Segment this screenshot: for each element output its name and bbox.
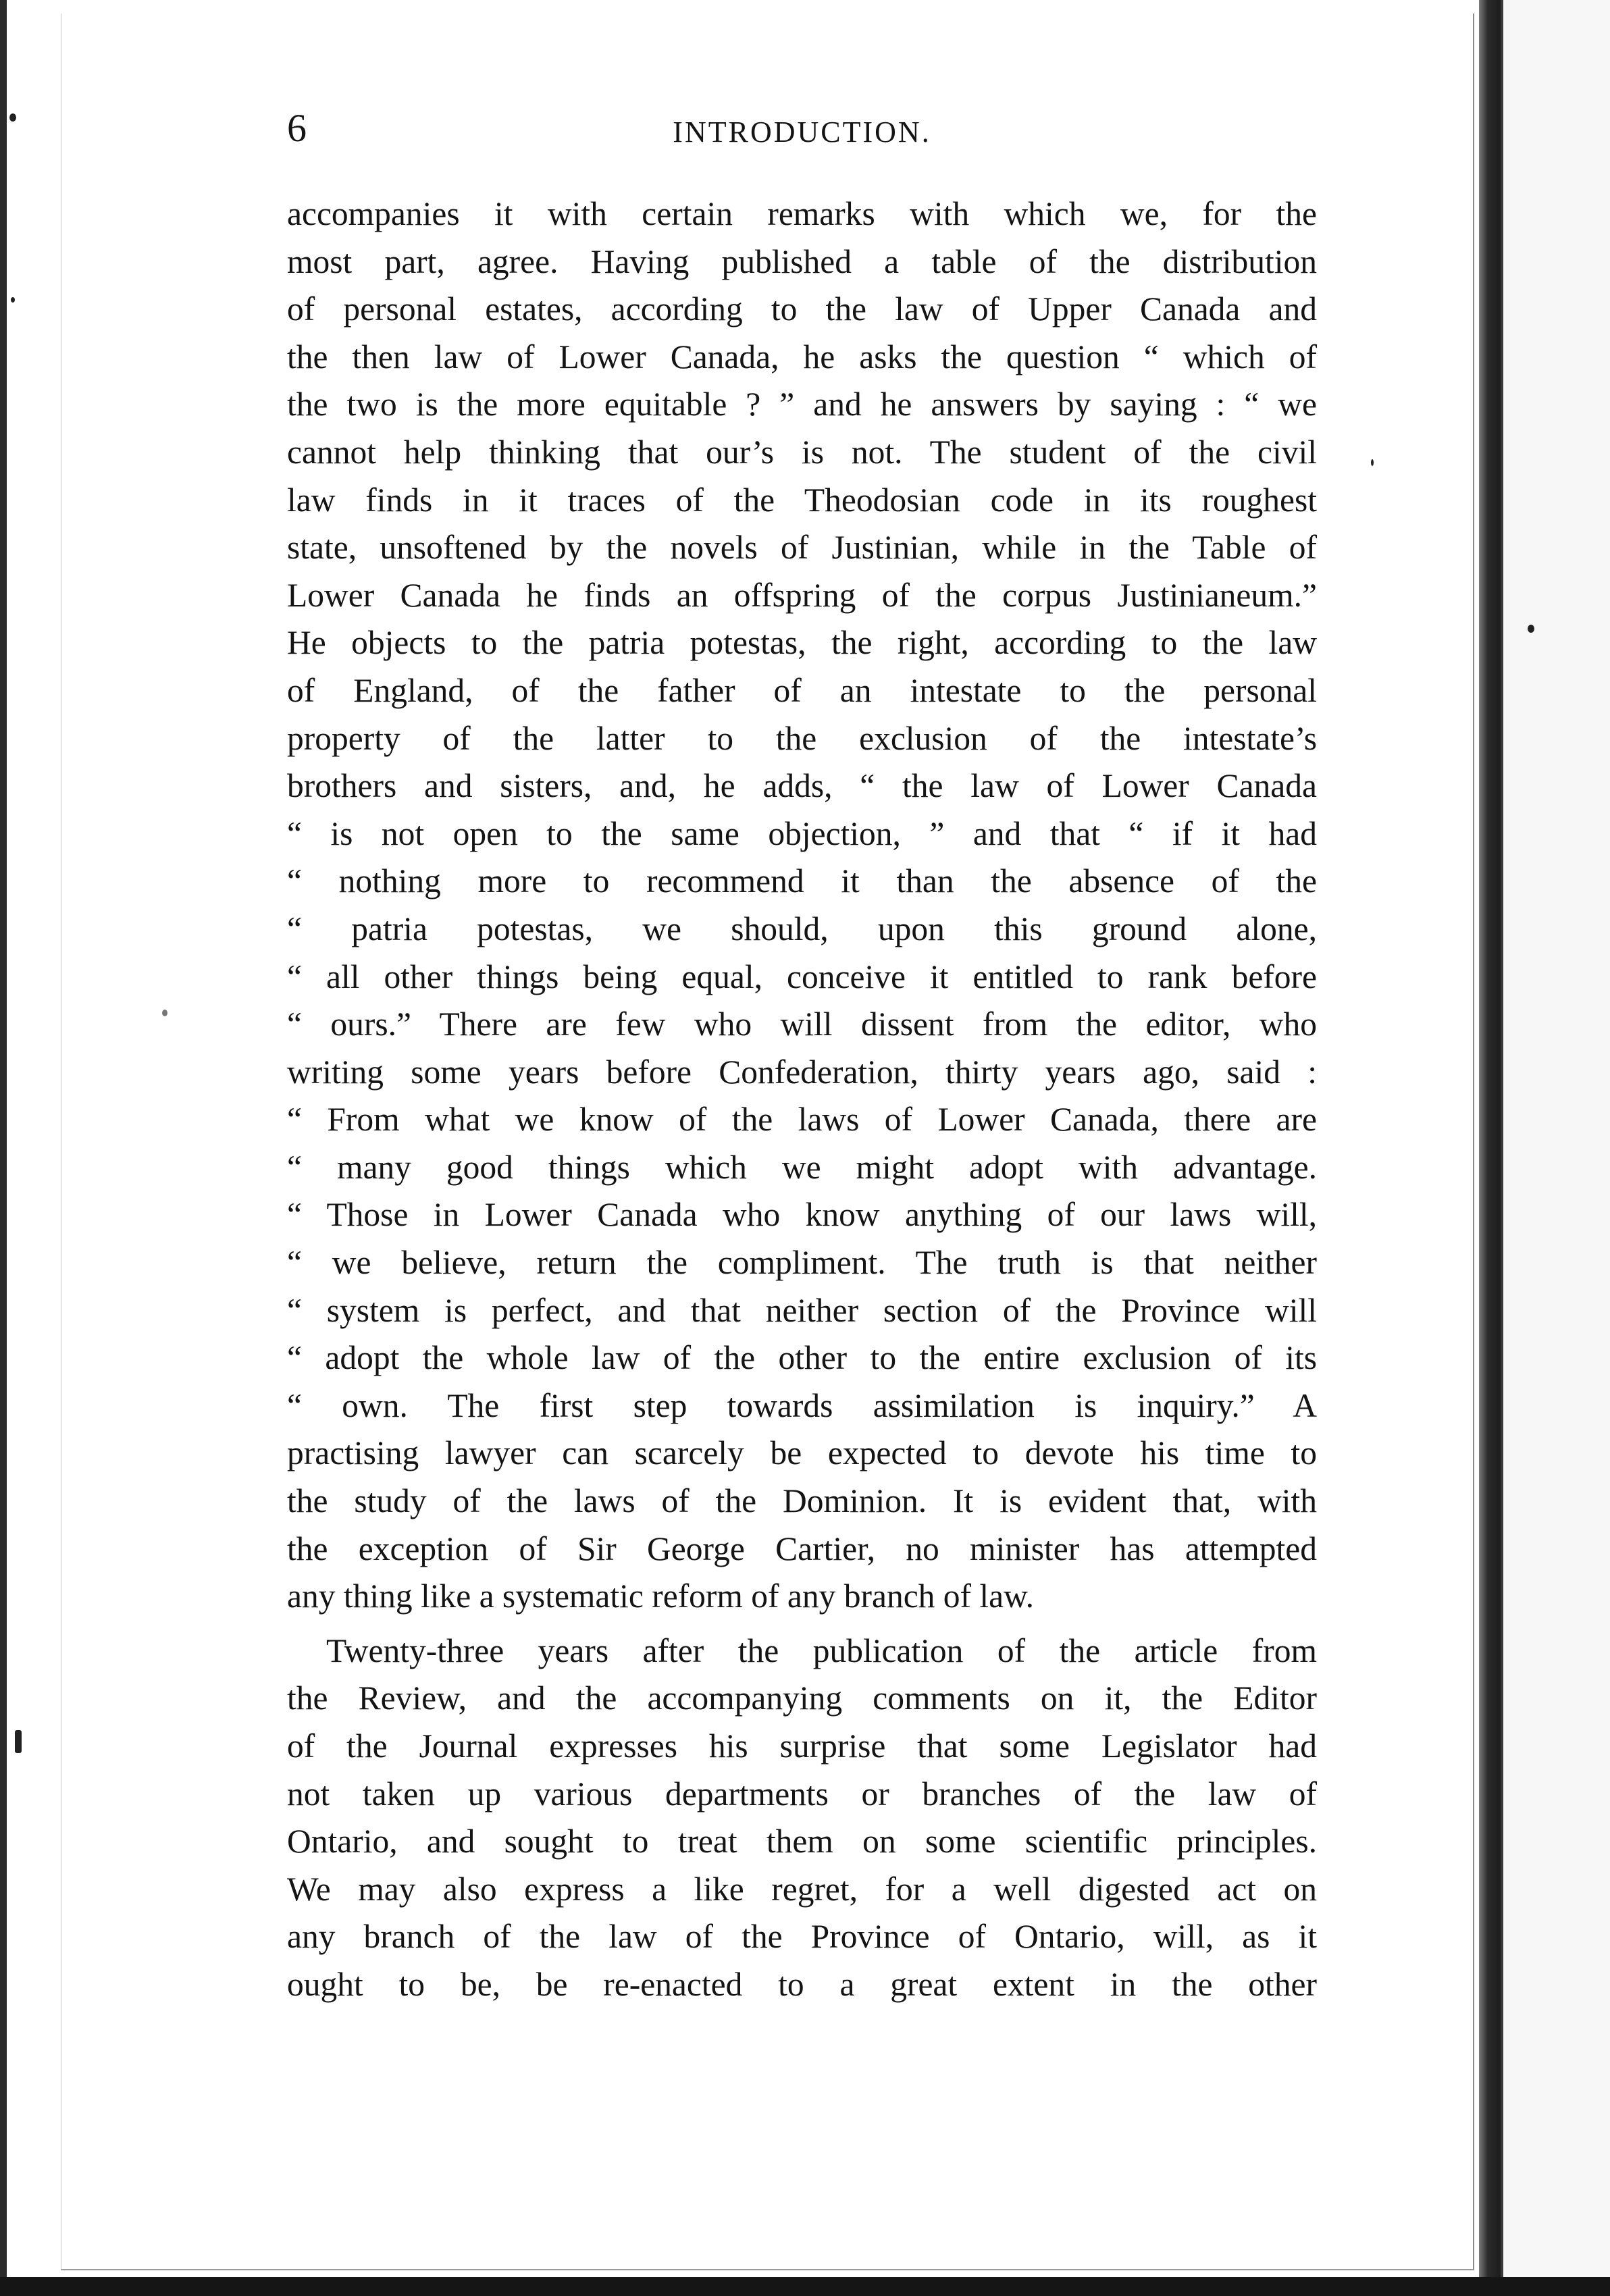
scan-speck <box>162 1010 167 1016</box>
scan-binding-shadow <box>1479 0 1501 2296</box>
text-line: the Review, and the accompanying comments on it, the Editor <box>287 1679 1317 1717</box>
text-line: law finds in it traces of the Theodosian code in its roughest <box>287 481 1317 519</box>
text-line: writing some years before Confederation, thirty years ago, said : <box>287 1053 1317 1091</box>
text-line: accompanies it with certain remarks with which we, for the <box>287 195 1317 232</box>
text-line: We may also express a like regret, for a well digested act on <box>287 1870 1317 1908</box>
text-line: any thing like a systematic reform of any branch of law. <box>287 1577 1035 1615</box>
text-line: cannot help thinking that our’s is not. The student of the civil <box>287 433 1317 471</box>
running-title: INTRODUCTION. <box>673 115 931 149</box>
text-line: “ ours.” There are few who will dissent from the editor, who <box>287 1006 1317 1043</box>
text-line: Lower Canada he finds an offspring of the corpus Justinianeum.” <box>287 576 1317 614</box>
scan-edge-bottom <box>0 2277 1610 2296</box>
scan-speck <box>11 297 15 303</box>
scan-edge-left <box>0 0 7 2296</box>
text-line: “ is not open to the same objection, ” and that “ if it had <box>287 814 1317 852</box>
text-line: “ adopt the whole law of the other to the entire exclusion of its <box>287 1339 1317 1377</box>
text-line: Twenty-three years after the publication of the article from <box>326 1632 1317 1669</box>
text-line: “ nothing more to recommend it than the absence of the <box>287 862 1317 900</box>
text-line: the study of the laws of the Dominion. It is evident that, with <box>287 1482 1317 1520</box>
text-line: state, unsoftened by the novels of Justinian, while in the Table of <box>287 529 1317 567</box>
text-line: most part, agree. Having published a table of the distribution <box>287 242 1317 280</box>
text-line: brothers and sisters, and, he adds, “ the law of Lower Canada <box>287 767 1317 805</box>
paragraph-gap <box>287 1621 1317 1627</box>
scan-edge-right <box>1501 0 1610 2296</box>
running-head <box>287 101 1317 155</box>
text-line: property of the latter to the exclusion of the intestate’s <box>287 719 1317 757</box>
scan-speck <box>1371 459 1374 466</box>
text-line: “ we believe, return the compliment. The truth is that neither <box>287 1244 1317 1282</box>
text-line: “ system is perfect, and that neither section of the Province will <box>287 1291 1317 1329</box>
text-line: of England, of the father of an intestate to the personal <box>287 671 1317 709</box>
text-line: of the Journal expresses his surprise that some Legislator had <box>287 1727 1317 1765</box>
text-line: the then law of Lower Canada, he asks the question “ which of <box>287 338 1317 375</box>
text-line: practising lawyer can scarcely be expected to devote his time to <box>287 1434 1317 1472</box>
text-line: “ patria potestas, we should, upon this ground alone, <box>287 910 1317 947</box>
text-line: “ From what we know of the laws of Lower Canada, there are <box>287 1101 1317 1139</box>
scan-speck <box>9 113 16 122</box>
text-line: Ontario, and sought to treat them on some scientific principles. <box>287 1823 1317 1860</box>
text-line: of personal estates, according to the law of Upper Canada and <box>287 290 1317 328</box>
scan-speck <box>15 1730 22 1753</box>
page-number: 6 <box>287 106 307 150</box>
text-line: “ own. The first step towards assimilation is inquiry.” A <box>287 1386 1317 1424</box>
text-line: the two is the more equitable ? ” and he answers by saying : “ we <box>287 386 1317 423</box>
text-line: “ many good things which we might adopt with advantage. <box>287 1148 1317 1186</box>
text-line: the exception of Sir George Cartier, no minister has attempted <box>287 1530 1317 1567</box>
text-line: “ all other things being equal, conceive it entitled to rank before <box>287 958 1317 995</box>
text-line: any branch of the law of the Province of Ontario, will, as it <box>287 1918 1317 1956</box>
paragraph-1 <box>287 190 1317 1621</box>
text-line: “ Those in Lower Canada who know anything of our laws will, <box>287 1196 1317 1234</box>
scan-speck <box>1528 625 1534 633</box>
text-line: ought to be, be re-enacted to a great extent in the other <box>287 1965 1317 2003</box>
paragraph-2 <box>287 1627 1317 2009</box>
body-text <box>287 190 1317 2009</box>
text-line: He objects to the patria potestas, the right, according to the law <box>287 624 1317 662</box>
text-line: not taken up various departments or branches of the law of <box>287 1775 1317 1812</box>
